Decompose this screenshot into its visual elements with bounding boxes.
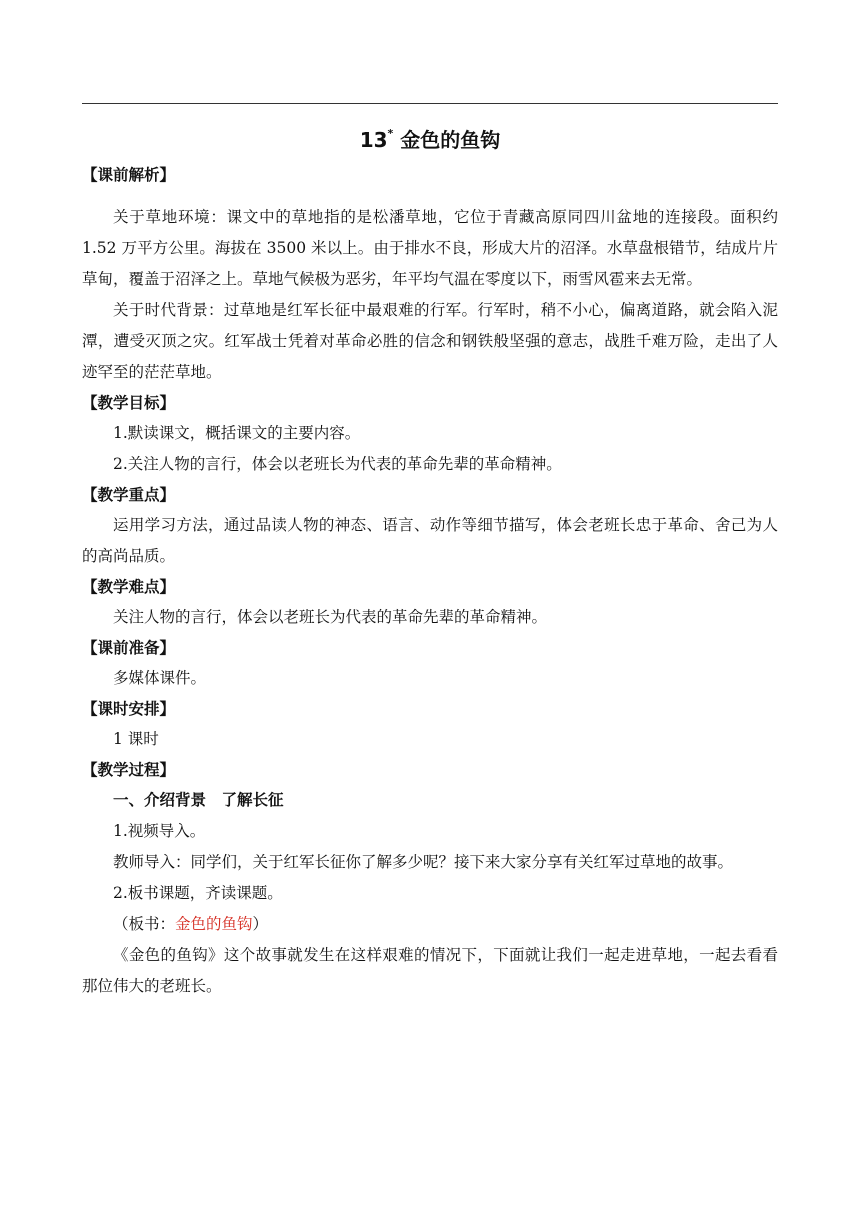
goal-item-2: 2.关注人物的言行，体会以老班长为代表的革命先辈的革命精神。 xyxy=(113,455,562,473)
heading-process: 【教学过程】 xyxy=(82,761,176,779)
document-body xyxy=(82,160,778,1002)
process-item-1: 1.视频导入。 xyxy=(113,822,206,840)
lesson-number: 13 xyxy=(359,128,388,152)
paragraph-key-points: 运用学习方法，通过品读人物的神态、语言、动作等细节描写，体会老班长忠于革命、舍己为人的高尚品质。 xyxy=(82,516,778,565)
paragraph-difficulties: 关注人物的言行，体会以老班长为代表的革命先辈的革命精神。 xyxy=(113,608,548,626)
board-suffix: ） xyxy=(252,915,269,933)
heading-schedule: 【课时安排】 xyxy=(82,700,176,718)
board-prefix: （板书： xyxy=(113,915,176,933)
heading-goals: 【教学目标】 xyxy=(82,394,176,412)
heading-key-points: 【教学重点】 xyxy=(82,486,176,504)
lesson-title xyxy=(82,124,778,153)
goal-item-1: 1.默读课文，概括课文的主要内容。 xyxy=(113,424,361,442)
paragraph-schedule: 1 课时 xyxy=(113,730,159,748)
paragraph-grassland: 关于草地环境：课文中的草地指的是松潘草地，它位于青藏高原同四川盆地的连接段。面积约 1.52 万平方公里。海拔在 3500 米以上。由于排水不良，形成大片的沼泽。水草盘根错节，结成片片草甸，覆盖于沼泽之上。草地气候极为恶劣，年平均气温在零度以下，雨雪风雹来去无常。 xyxy=(82,208,778,288)
paragraph-closing: 《金色的鱼钩》这个故事就发生在这样艰难的情况下，下面就让我们一起走进草地，一起去看看那位伟大的老班长。 xyxy=(82,946,778,995)
heading-pre-analysis: 【课前解析】 xyxy=(82,166,176,184)
lesson-star-mark: * xyxy=(387,127,394,141)
process-item-2: 2.板书课题，齐读课题。 xyxy=(113,884,283,902)
step-1-title: 一、介绍背景 了解长征 xyxy=(113,791,284,809)
lesson-name: 金色的鱼钩 xyxy=(400,128,501,152)
paragraph-background: 关于时代背景：过草地是红军长征中最艰难的行军。行军时，稍不小心，偏离道路，就会陷入泥潭，遭受灭顶之灾。红军战士凭着对革命必胜的信念和钢铁般坚强的意志，战胜千难万险，走出了人迹罕至的茫茫草地。 xyxy=(82,301,778,381)
board-writing xyxy=(82,909,778,940)
board-title: 金色的鱼钩 xyxy=(175,915,253,933)
header-rule xyxy=(82,103,778,104)
paragraph-teacher-intro: 教师导入：同学们，关于红军长征你了解多少呢？接下来大家分享有关红军过草地的故事。 xyxy=(113,853,734,871)
heading-difficulties: 【教学难点】 xyxy=(82,578,176,596)
paragraph-preparation: 多媒体课件。 xyxy=(113,669,207,687)
heading-preparation: 【课前准备】 xyxy=(82,639,176,657)
